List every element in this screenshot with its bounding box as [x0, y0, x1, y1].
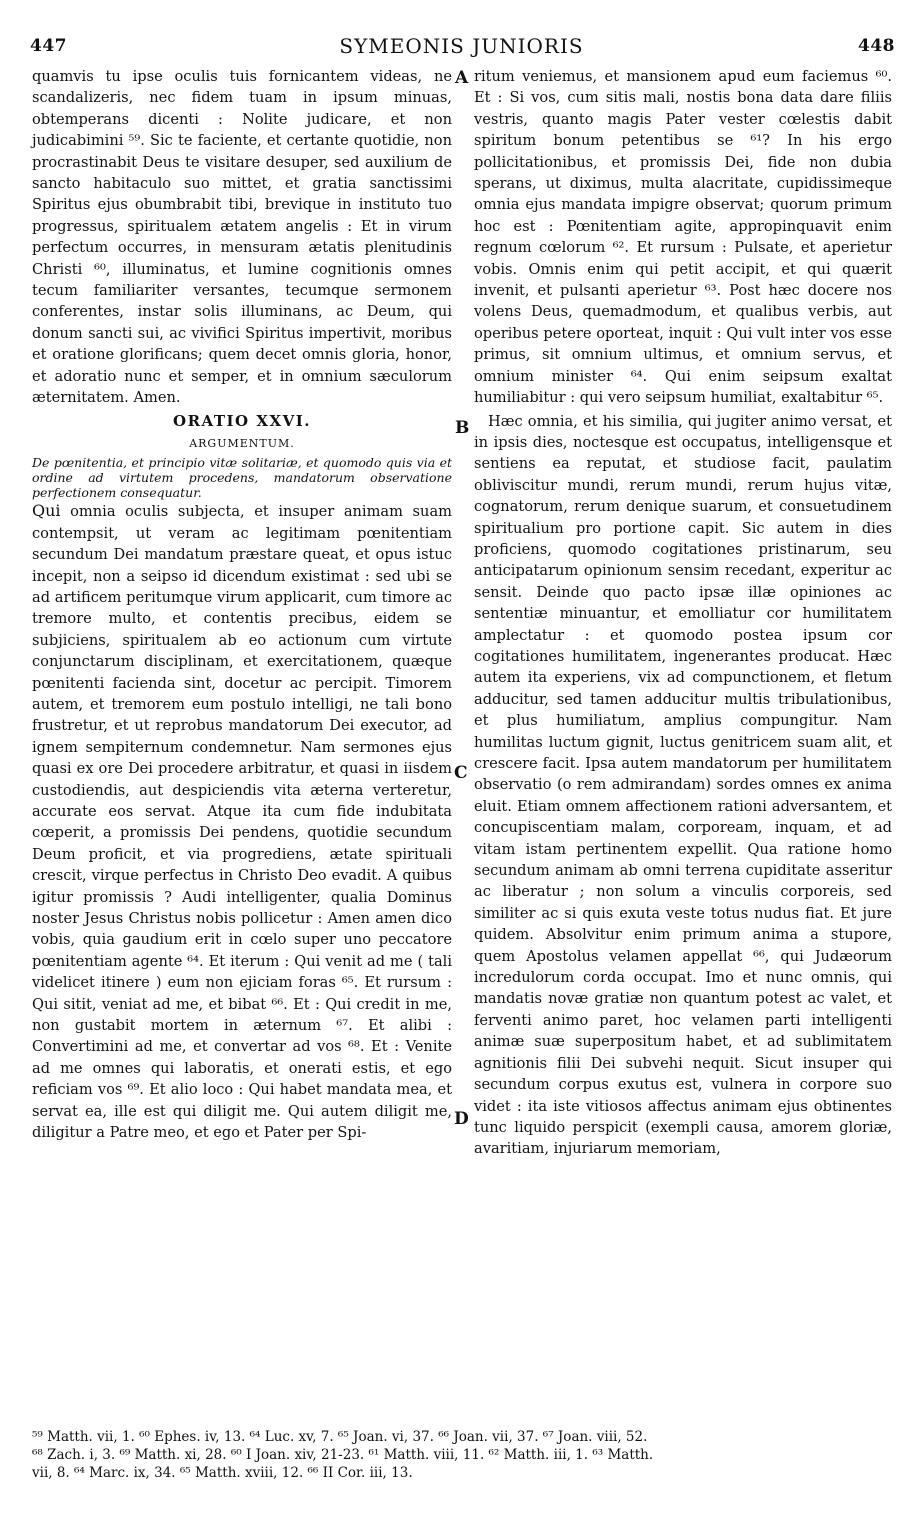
margin-letter-d: D	[454, 1109, 469, 1129]
footnotes	[32, 1428, 892, 1482]
page-number-left: 447	[30, 36, 67, 56]
oration-title: ORATIO XXVI.	[173, 411, 311, 430]
footnote-line: ⁵⁹ Matth. vii, 1. ⁶⁰ Ephes. iv, 13. ⁶⁴ Luc. xv, 7. ⁶⁵ Joan. vi, 37. ⁶⁶ Joan. vii, 37. ⁶⁷ Joan. viii, 52.	[32, 1429, 648, 1445]
running-title: SYMEONIS JUNIORIS	[339, 34, 584, 58]
paragraph-body: omnia oculis subjecta, et insuper animam suam contempsit, ut veram ac legitimam pœnitentiam secundum Dei mandatum præstare queat, et opus istuc incepit, non a seipso id dicendum existimat : sed ubi se ad artificem peritumque virum applicarit, cum timore ac tremore multo, et contentis precibus, eidem se subjiciens, spiritualem ab eo actionum cum virtute conjunctarum disciplinam, et exercitationem, quæque pœnitenti facienda sint, docetur ac percipit. Timorem autem, et tremorem eum postulo intelligi, ne tali bono frustretur, et ut reprobus mandatorum Dei executor, ad ignem sempiternum condemnetur. Nam sermones ejus quasi ex ore Dei procedere arbitratur, et quasi in iisdem custodiendis, aut despiciendis vita æterna verteretur, accurate eos servat. Atque ita cum fide indubitata cœperit, a promissis Dei pendens, quotidie secundum Deum proficit, et via progrediens, ætate spirituali crescit, virque perfectus in Christo Deo evadit. A quibus igitur promissis ? Audi intelligenter, qualia Dominus noster Jesus Christus nobis pollicetur : Amen amen dico vobis, quia gaudium erit in cœlo super uno peccatore pœnitentiam agente ⁶⁴. Et iterum : Qui venit ad me ( tali videlicet itinere ) eum non ejiciam foras ⁶⁵. Et rursum : Qui sitit, veniat ad me, et bibat ⁶⁶. Et : Qui credit in me, non gustabit mortem in æternum ⁶⁷. Et alibi : Convertimini ad me, et convertar ad vos ⁶⁸. Et : Venite ad me omnes qui laboratis, et onerati estis, et ego reficiam vos ⁶⁹. Et alio loco : Qui habet mandata mea, et servat ea, ille est qui diligit me. Qui autem diligit me, diligitur a Patre meo, et ego et Pater per Spi-	[32, 503, 452, 1142]
lead-word: Qui	[32, 501, 61, 521]
left-column	[32, 66, 452, 1144]
margin-letter-a: A	[455, 68, 469, 88]
argument-text: De pœnitentia, et principio vitæ solitariæ, et quomodo quis via et ordine ad virtutem procedens, mandatorum observatione perfectionem consequatur.	[32, 455, 452, 501]
argument-heading: ARGUMENTUM.	[189, 436, 295, 450]
footnote-line: vii, 8. ⁶⁴ Marc. ix, 34. ⁶⁵ Matth. xviii, 12. ⁶⁶ II Cor. iii, 13.	[32, 1465, 413, 1481]
margin-letter-b: B	[455, 418, 470, 438]
right-column	[474, 66, 892, 1160]
margin-letter-c: C	[454, 763, 468, 783]
paragraph: ritum veniemus, et mansionem apud eum faciemus ⁶⁰. Et : Si vos, cum sitis mali, nostis bona data dare filiis vestris, quanto magis Pater vester cœlestis dabit spiritum bonum petentibus se ⁶¹? In his ergo pollicitationibus, et promissis Dei, fide non dubia sperans, ut diximus, multa alacritate, cupidissimeque omnia ejus mandata impigre observat; quorum primum hoc est : Pœnitentiam agite, appropinquavit enim regnum cœlorum ⁶². Et rursum : Pulsate, et aperietur vobis. Omnis enim qui petit accipit, et qui quærit invenit, et pulsanti aperietur ⁶³. Post hæc docere nos volens Deus, quemadmodum, et qualibus verbis, aut operibus petere oporteat, inquit : Qui vult inter vos esse primus, sit omnium ultimus, et omnium servus, et omnium minister ⁶⁴. Qui enim seipsum exaltat humiliabitur : qui vero seipsum humiliat, exaltabitur ⁶⁵.	[474, 68, 892, 407]
running-header	[0, 28, 923, 62]
paragraph: Hæc omnia, et his similia, qui jugiter animo versat, et in ipsis dies, noctesque est occupatus, intelligensque et sentiens ea reputat, et studiose facit, paulatim obliviscitur mundi, rerum mundi, rerum hujus vitæ, cognatorum, rerum denique suarum, et consuetudinem spiritualium pro portione capit. Sic autem in dies proficiens, quomodo cogitationes pristinarum, seu anticipatarum opinionum sensim recedant, experitur ac sensit. Deinde quo pacto ipsæ illæ opiniones ac sententiæ minuantur, et emolliatur cor humilitatem amplectatur : et quomodo postea ipsum cor cogitationes humilitatem, ingenerantes producat. Hæc autem ita experiens, vix ad compunctionem, et fletum adducitur, sed tamen adducitur multis tribulationibus, et plus humiliatum, amplius compungitur. Nam humilitas luctum gignit, luctus genitricem suam alit, et crescere facit. Ipsa autem mandatorum per humilitatem observatio (o rem admirandam) sordes omnes ex anima eluit. Etiam omnem affectionem rationi adversantem, et concupiscentiam malam, corpoream, inquam, et ad vitam istam pertinentem expellit. Qua ratione homo secundum animam ab omni terrena cupiditate asseritur ac liberatur ; non solum a vinculis corporeis, sed similiter ac si quis exuta veste totus nudus fiat. Et jure quidem. Absolvitur enim primum anima a stupore, quem Apostolus velamen appellat ⁶⁶, qui Judæorum incredulorum corda occupat. Imo et nunc omnis, qui mandatis novæ gratiæ non quantum potest ac valet, et ferventi animo paret, hoc velamen parti intelligenti animæ suæ superpositum habet, et ad sublimitatem agnitionis filii Dei subvehi nequit. Sicut insuper qui secundum corpus exutus est, vulnera in corpore suo videt : ita iste vitiosos affectus animam ejus obtinentes tunc liquido perspicit (exempli causa, amorem gloriæ, avaritiam, injuriarum memoriam,	[474, 412, 892, 1158]
paragraph	[32, 500, 452, 1143]
paragraph: quamvis tu ipse oculis tuis fornicantem videas, ne scandalizeris, nec fidem tuam in ipsum minuas, obtemperans dicenti : Nolite judicare, et non judicabimini ⁵⁹. Sic te faciente, et certante quotidie, non procrastinabit Deus te visitare desuper, sed auxilium de sancto habitaculo suo mittet, et gratia sanctissimi Spiritus ejus obumbrabit tibi, brevique in instituto tuo progressus, spiritualem ætatem angelis : Et in virum perfectum occurres, in mensuram ætatis plenitudinis Christi ⁶⁰, illuminatus, et lumine cognitionis omnes tecum familiariter versantes, tecumque sermonem conferentes, instar solis illuminans, ac Deum, qui donum sancti sui, ac vivifici Spiritus impertivit, moribus et oratione glorificans; quem decet omnis gloria, honor, et adoratio nunc et semper, et in omnium sæculorum æternitatem. Amen.	[32, 68, 452, 407]
page-number-right: 448	[858, 36, 895, 56]
footnote-line: ⁶⁸ Zach. i, 3. ⁶⁹ Matth. xi, 28. ⁶⁰ I Joan. xiv, 21-23. ⁶¹ Matth. viii, 11. ⁶² Matth. iii, 1. ⁶³ Matth.	[32, 1447, 654, 1463]
